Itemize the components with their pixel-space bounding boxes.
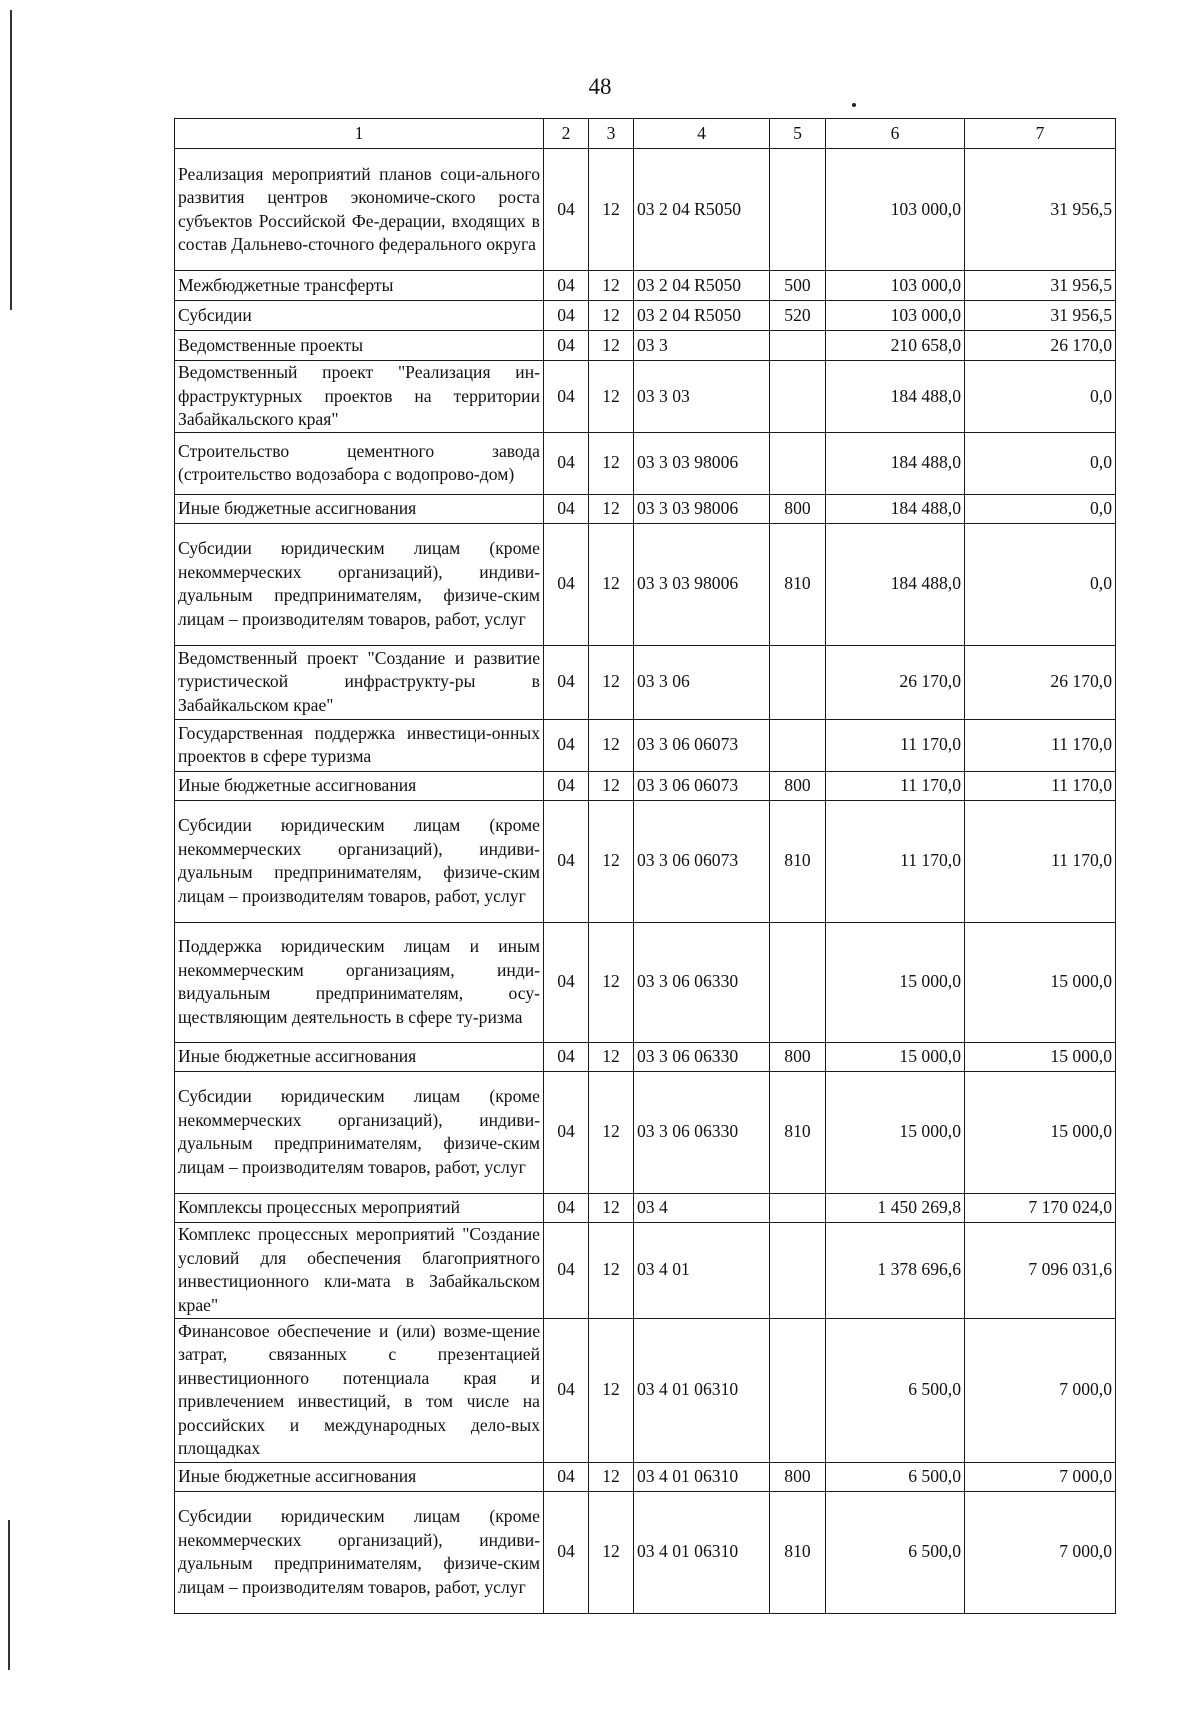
section-code-cell: 04 [544, 331, 589, 361]
amount-col7-cell: 31 956,5 [965, 301, 1116, 331]
target-article-cell: 03 4 01 06310 [634, 1318, 770, 1462]
target-article-cell: 03 3 03 98006 [634, 494, 770, 523]
table-row [175, 149, 1116, 271]
table-row [175, 1071, 1116, 1193]
expense-type-cell: 800 [770, 771, 826, 800]
expense-type-cell: 800 [770, 1462, 826, 1491]
target-article-cell: 03 3 06 06073 [634, 800, 770, 922]
subsection-code-cell: 12 [589, 361, 634, 433]
subsection-code-cell: 12 [589, 645, 634, 719]
amount-col7-cell: 31 956,5 [965, 149, 1116, 271]
amount-col7-cell: 31 956,5 [965, 271, 1116, 301]
target-article-cell: 03 3 06 06073 [634, 719, 770, 771]
table-row [175, 1222, 1116, 1318]
row-name-cell: Иные бюджетные ассигнования [175, 1042, 544, 1071]
target-article-cell: 03 2 04 R5050 [634, 271, 770, 301]
expense-type-cell [770, 1318, 826, 1462]
section-code-cell: 04 [544, 271, 589, 301]
target-article-cell: 03 3 06 06330 [634, 922, 770, 1042]
amount-col7-cell: 15 000,0 [965, 1042, 1116, 1071]
subsection-code-cell: 12 [589, 1042, 634, 1071]
table-row [175, 271, 1116, 301]
amount-col7-cell: 15 000,0 [965, 1071, 1116, 1193]
expense-type-cell [770, 719, 826, 771]
subsection-code-cell: 12 [589, 1222, 634, 1318]
subsection-code-cell: 12 [589, 1071, 634, 1193]
amount-col7-cell: 7 000,0 [965, 1318, 1116, 1462]
row-name-cell: Субсидии юридическим лицам (кроме некоммерческих организаций), индиви-дуальным предпринимателям, физиче-ским лицам – производителям товаров, работ, услуг [175, 800, 544, 922]
table-row [175, 301, 1116, 331]
section-code-cell: 04 [544, 1318, 589, 1462]
table-row [175, 432, 1116, 494]
target-article-cell: 03 3 06 06330 [634, 1042, 770, 1071]
section-code-cell: 04 [544, 719, 589, 771]
section-code-cell: 04 [544, 771, 589, 800]
row-name-cell: Иные бюджетные ассигнования [175, 1462, 544, 1491]
subsection-code-cell: 12 [589, 922, 634, 1042]
row-name-cell: Финансовое обеспечение и (или) возме-щение затрат, связанных с презентацией инвестиционного потенциала края и привлечением инвестиций, в том числе на российских и международных дело-вых площадках [175, 1318, 544, 1462]
scan-edge-line-bottom [8, 1520, 10, 1670]
section-code-cell: 04 [544, 1462, 589, 1491]
target-article-cell: 03 3 03 [634, 361, 770, 433]
section-code-cell: 04 [544, 800, 589, 922]
subsection-code-cell: 12 [589, 1462, 634, 1491]
expense-type-cell [770, 1193, 826, 1222]
table-row [175, 1318, 1116, 1462]
table-row [175, 1462, 1116, 1491]
subsection-code-cell: 12 [589, 494, 634, 523]
expense-type-cell [770, 645, 826, 719]
row-name-cell: Иные бюджетные ассигнования [175, 494, 544, 523]
expense-type-cell: 500 [770, 271, 826, 301]
row-name-cell: Межбюджетные трансферты [175, 271, 544, 301]
subsection-code-cell: 12 [589, 1491, 634, 1613]
budget-table [174, 118, 1116, 1614]
expense-type-cell [770, 432, 826, 494]
amount-col7-cell: 11 170,0 [965, 771, 1116, 800]
row-name-cell: Поддержка юридическим лицам и иным некоммерческим организациям, инди-видуальным предпринимателям, осу-ществляющим деятельность в сфере ту-ризма [175, 922, 544, 1042]
expense-type-cell: 800 [770, 1042, 826, 1071]
subsection-code-cell: 12 [589, 719, 634, 771]
amount-col7-cell: 7 096 031,6 [965, 1222, 1116, 1318]
column-header-7: 7 [965, 119, 1116, 149]
row-name-cell: Субсидии юридическим лицам (кроме некоммерческих организаций), индиви-дуальным предпринимателям, физиче-ским лицам – производителям товаров, работ, услуг [175, 1491, 544, 1613]
row-name-cell: Субсидии [175, 301, 544, 331]
section-code-cell: 04 [544, 494, 589, 523]
amount-col7-cell: 7 000,0 [965, 1491, 1116, 1613]
table-row [175, 645, 1116, 719]
table-row [175, 1193, 1116, 1222]
amount-col7-cell: 26 170,0 [965, 645, 1116, 719]
page-number: 48 [588, 74, 612, 99]
amount-col7-cell: 11 170,0 [965, 800, 1116, 922]
column-header-3: 3 [589, 119, 634, 149]
row-name-cell: Комплекс процессных мероприятий "Создание условий для обеспечения благоприятного инвестиционного кли-мата в Забайкальском крае" [175, 1222, 544, 1318]
amount-col6-cell: 184 488,0 [826, 494, 965, 523]
section-code-cell: 04 [544, 1042, 589, 1071]
amount-col6-cell: 6 500,0 [826, 1491, 965, 1613]
table-row [175, 1042, 1116, 1071]
table-row [175, 331, 1116, 361]
row-name-cell: Ведомственные проекты [175, 331, 544, 361]
amount-col6-cell: 184 488,0 [826, 361, 965, 433]
column-header-1: 1 [175, 119, 544, 149]
subsection-code-cell: 12 [589, 331, 634, 361]
row-name-cell: Ведомственный проект "Создание и развитие туристической инфраструкту-ры в Забайкальском крае" [175, 645, 544, 719]
amount-col6-cell: 103 000,0 [826, 271, 965, 301]
target-article-cell: 03 3 03 98006 [634, 432, 770, 494]
table-row [175, 719, 1116, 771]
subsection-code-cell: 12 [589, 271, 634, 301]
amount-col7-cell: 15 000,0 [965, 922, 1116, 1042]
row-name-cell: Строительство цементного завода (строительство водозабора с водопрово-дом) [175, 432, 544, 494]
row-name-cell: Ведомственный проект "Реализация ин-фраструктурных проектов на территории Забайкальского края" [175, 361, 544, 433]
amount-col6-cell: 11 170,0 [826, 771, 965, 800]
section-code-cell: 04 [544, 432, 589, 494]
row-name-cell: Реализация мероприятий планов соци-ального развития центров экономиче-ского роста субъектов Российской Фе-дерации, входящих в состав Дальнево-сточного федерального округа [175, 149, 544, 271]
table-row [175, 922, 1116, 1042]
amount-col6-cell: 26 170,0 [826, 645, 965, 719]
amount-col6-cell: 11 170,0 [826, 719, 965, 771]
amount-col7-cell: 0,0 [965, 494, 1116, 523]
section-code-cell: 04 [544, 1071, 589, 1193]
subsection-code-cell: 12 [589, 1318, 634, 1462]
expense-type-cell [770, 361, 826, 433]
amount-col6-cell: 184 488,0 [826, 523, 965, 645]
amount-col6-cell: 15 000,0 [826, 1071, 965, 1193]
table-body [175, 149, 1116, 1614]
column-header-2: 2 [544, 119, 589, 149]
column-header-6: 6 [826, 119, 965, 149]
subsection-code-cell: 12 [589, 301, 634, 331]
expense-type-cell: 810 [770, 800, 826, 922]
expense-type-cell: 810 [770, 523, 826, 645]
target-article-cell: 03 4 01 06310 [634, 1491, 770, 1613]
amount-col6-cell: 11 170,0 [826, 800, 965, 922]
table-row [175, 800, 1116, 922]
target-article-cell: 03 2 04 R5050 [634, 301, 770, 331]
amount-col7-cell: 0,0 [965, 361, 1116, 433]
amount-col7-cell: 0,0 [965, 523, 1116, 645]
subsection-code-cell: 12 [589, 800, 634, 922]
section-code-cell: 04 [544, 301, 589, 331]
expense-type-cell: 810 [770, 1071, 826, 1193]
amount-col6-cell: 210 658,0 [826, 331, 965, 361]
amount-col7-cell: 7 170 024,0 [965, 1193, 1116, 1222]
target-article-cell: 03 3 06 06330 [634, 1071, 770, 1193]
subsection-code-cell: 12 [589, 432, 634, 494]
amount-col6-cell: 6 500,0 [826, 1462, 965, 1491]
target-article-cell: 03 4 01 [634, 1222, 770, 1318]
amount-col6-cell: 103 000,0 [826, 149, 965, 271]
row-name-cell: Субсидии юридическим лицам (кроме некоммерческих организаций), индиви-дуальным предпринимателям, физиче-ским лицам – производителям товаров, работ, услуг [175, 523, 544, 645]
expense-type-cell: 810 [770, 1491, 826, 1613]
expense-type-cell: 520 [770, 301, 826, 331]
row-name-cell: Субсидии юридическим лицам (кроме некоммерческих организаций), индиви-дуальным предпринимателям, физиче-ским лицам – производителям товаров, работ, услуг [175, 1071, 544, 1193]
subsection-code-cell: 12 [589, 771, 634, 800]
target-article-cell: 03 4 [634, 1193, 770, 1222]
expense-type-cell [770, 1222, 826, 1318]
section-code-cell: 04 [544, 1222, 589, 1318]
amount-col7-cell: 0,0 [965, 432, 1116, 494]
amount-col6-cell: 1 450 269,8 [826, 1193, 965, 1222]
table-row [175, 361, 1116, 433]
section-code-cell: 04 [544, 1193, 589, 1222]
section-code-cell: 04 [544, 922, 589, 1042]
row-name-cell: Государственная поддержка инвестици-онных проектов в сфере туризма [175, 719, 544, 771]
amount-col6-cell: 15 000,0 [826, 922, 965, 1042]
amount-col7-cell: 7 000,0 [965, 1462, 1116, 1491]
subsection-code-cell: 12 [589, 523, 634, 645]
target-article-cell: 03 2 04 R5050 [634, 149, 770, 271]
column-header-4: 4 [634, 119, 770, 149]
expense-type-cell [770, 331, 826, 361]
table-row [175, 523, 1116, 645]
section-code-cell: 04 [544, 523, 589, 645]
section-code-cell: 04 [544, 645, 589, 719]
scan-speck [852, 103, 856, 107]
section-code-cell: 04 [544, 361, 589, 433]
column-header-5: 5 [770, 119, 826, 149]
subsection-code-cell: 12 [589, 1193, 634, 1222]
table-row [175, 494, 1116, 523]
subsection-code-cell: 12 [589, 149, 634, 271]
table-row [175, 1491, 1116, 1613]
amount-col6-cell: 184 488,0 [826, 432, 965, 494]
row-name-cell: Иные бюджетные ассигнования [175, 771, 544, 800]
target-article-cell: 03 3 03 98006 [634, 523, 770, 645]
row-name-cell: Комплексы процессных мероприятий [175, 1193, 544, 1222]
target-article-cell: 03 3 06 [634, 645, 770, 719]
target-article-cell: 03 3 06 06073 [634, 771, 770, 800]
amount-col7-cell: 11 170,0 [965, 719, 1116, 771]
expense-type-cell: 800 [770, 494, 826, 523]
scan-edge-line-top [10, 10, 12, 310]
table-row [175, 771, 1116, 800]
table-header-row [175, 119, 1116, 149]
target-article-cell: 03 4 01 06310 [634, 1462, 770, 1491]
section-code-cell: 04 [544, 149, 589, 271]
amount-col6-cell: 15 000,0 [826, 1042, 965, 1071]
expense-type-cell [770, 922, 826, 1042]
amount-col6-cell: 6 500,0 [826, 1318, 965, 1462]
target-article-cell: 03 3 [634, 331, 770, 361]
amount-col6-cell: 103 000,0 [826, 301, 965, 331]
amount-col6-cell: 1 378 696,6 [826, 1222, 965, 1318]
section-code-cell: 04 [544, 1491, 589, 1613]
expense-type-cell [770, 149, 826, 271]
amount-col7-cell: 26 170,0 [965, 331, 1116, 361]
